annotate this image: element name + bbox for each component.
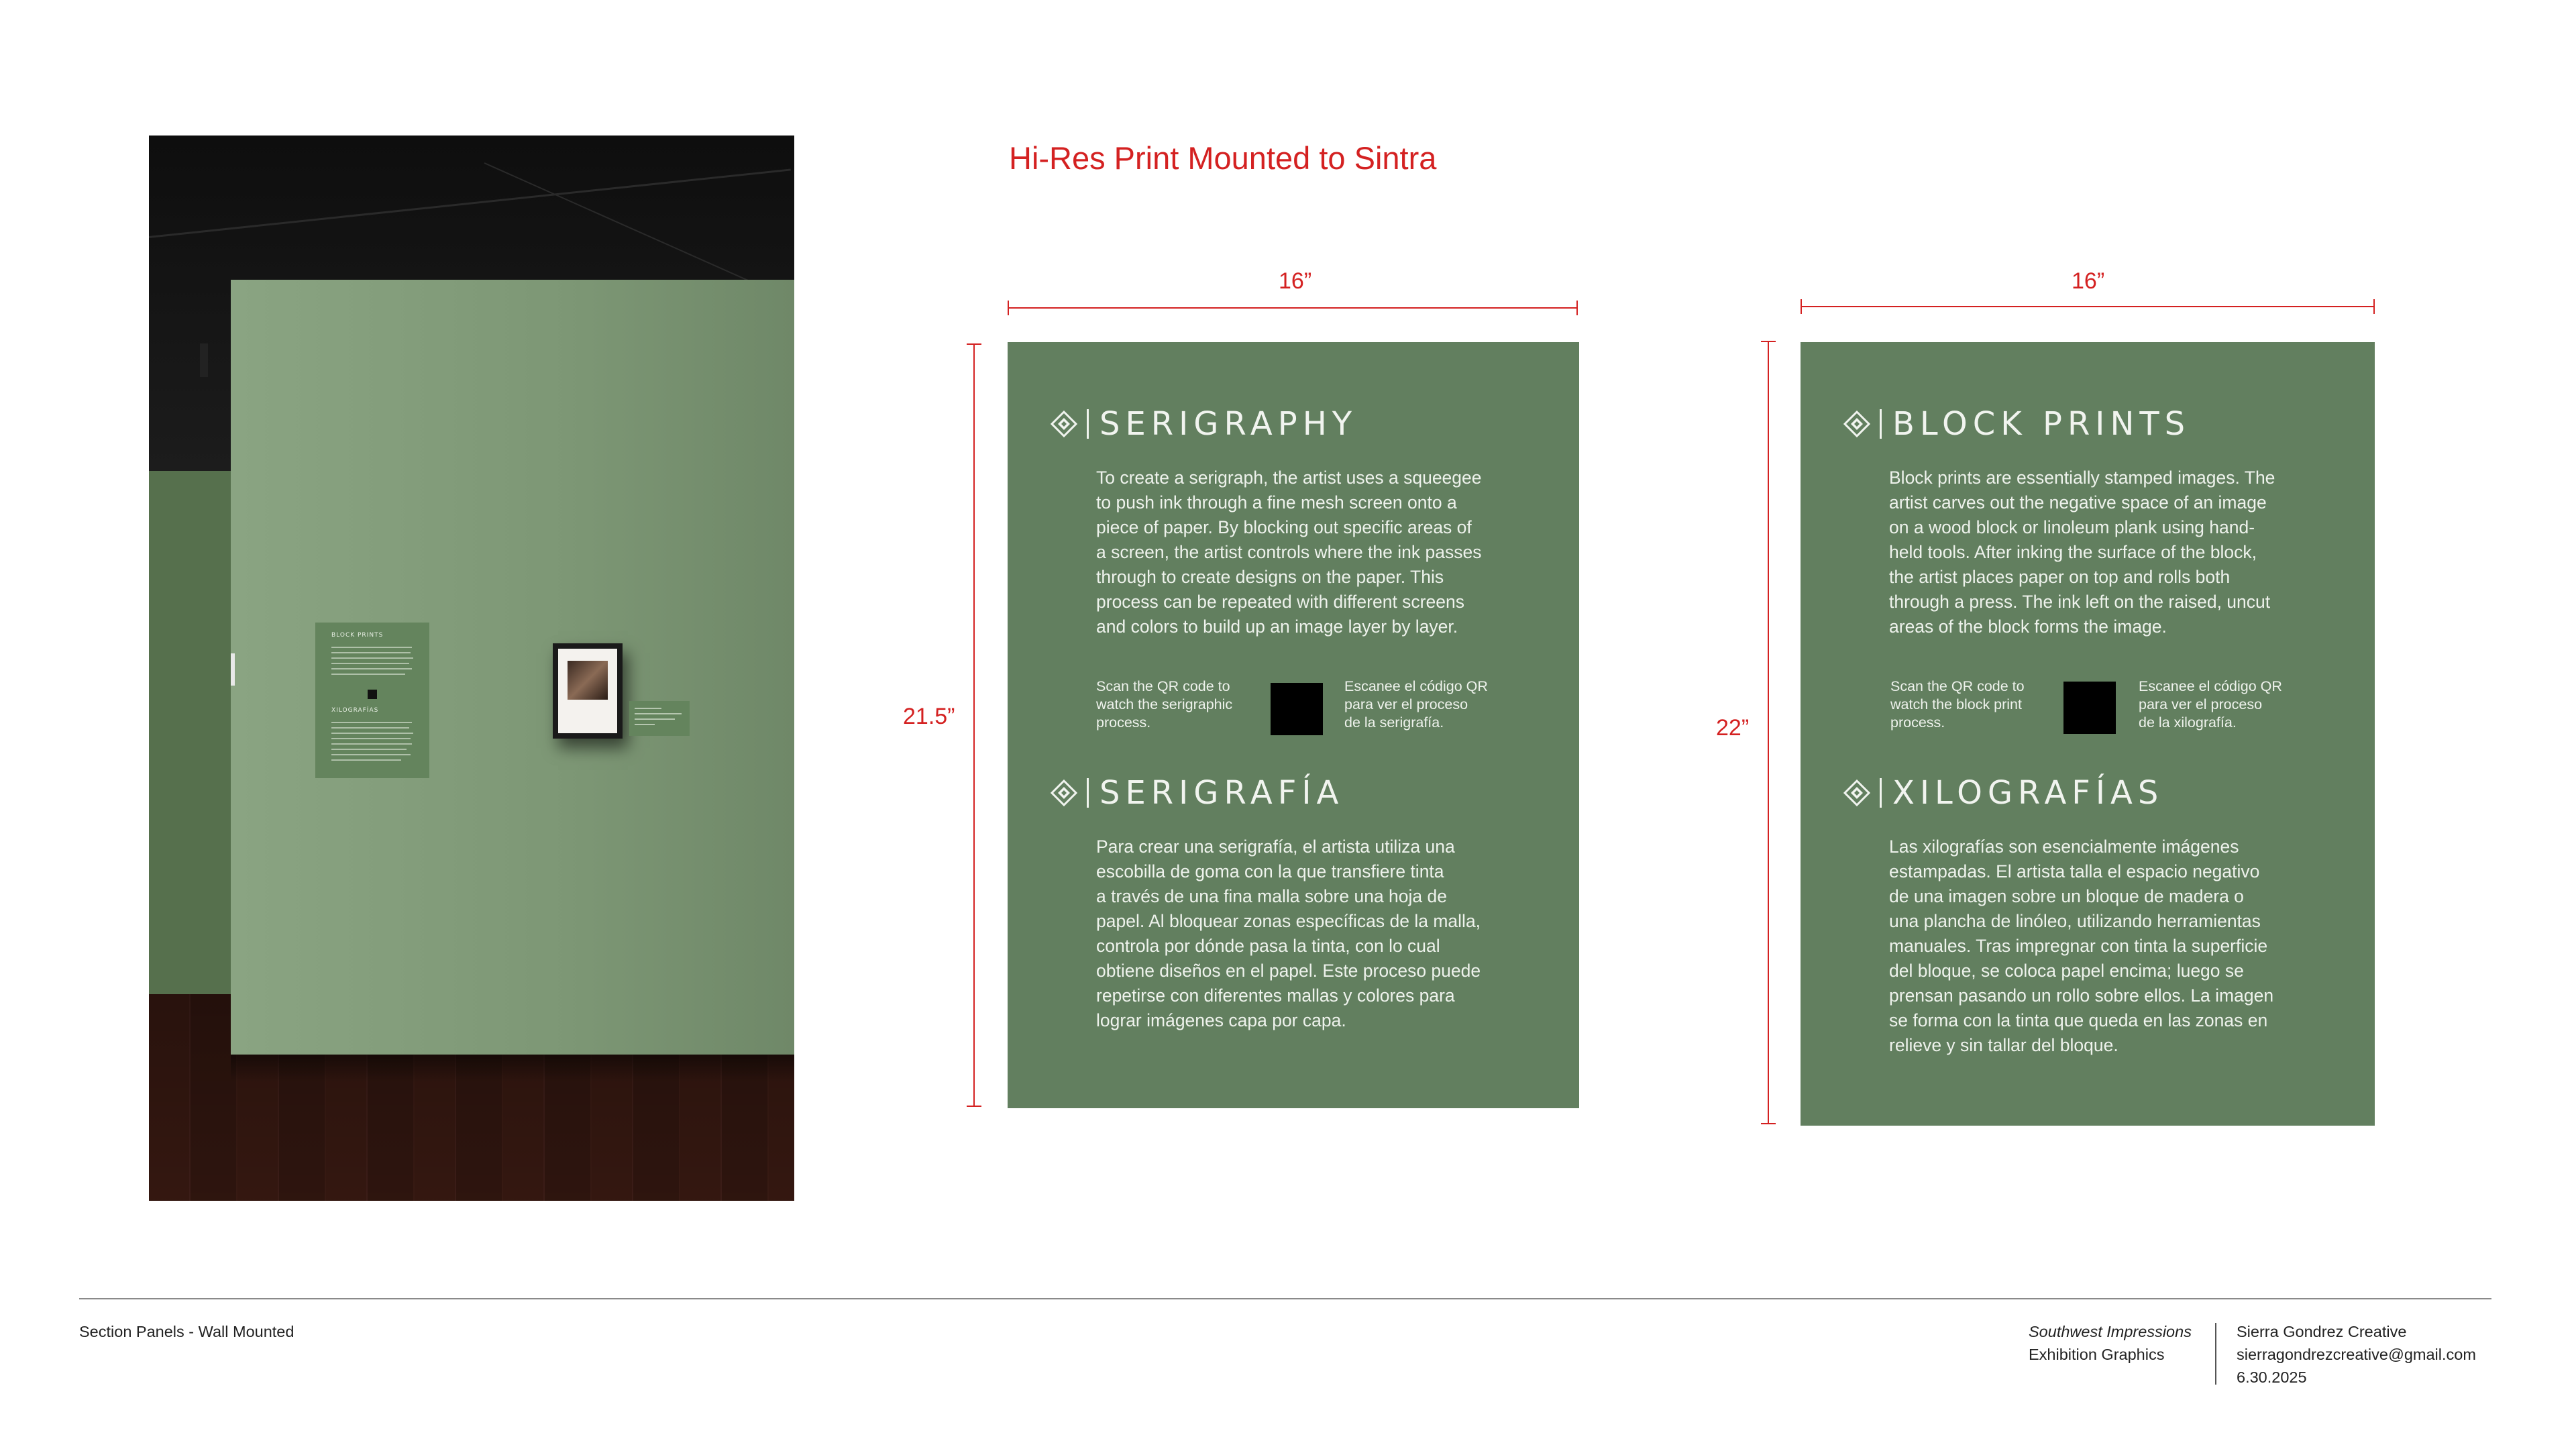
heading-text: XILOGRAFÍAS <box>1892 774 2164 812</box>
panel-1-height-label: 21.5” <box>903 704 955 729</box>
xilografias-body-es: Las xilografías son esencialmente imágenes estampadas. El artista talla el espacio negativo de una imagen sobre un bloque de madera o una plancha de linóleo, utilizando herramientas manuales. Tras impregnar con tinta la superficie del bloque, se coloca papel encima; luego se prensan pasando un rollo sobre ellos. La imagen se forma con la tinta que queda en las zonas en relieve y sin tallar del bloque. <box>1889 837 2274 1055</box>
serigraphy-panel <box>1008 342 1579 1108</box>
heading-divider <box>1880 778 1882 808</box>
diamond-motif-icon <box>1051 780 1077 806</box>
heading-divider <box>1087 409 1089 439</box>
studio-email: sierragondrezcreative@gmail.com <box>2237 1346 2476 1363</box>
serigraphy-heading <box>1051 405 1357 443</box>
project-name: Southwest Impressions <box>2029 1323 2192 1340</box>
panel-2-height-label: 22” <box>1716 715 1750 741</box>
serigrafia-heading <box>1051 774 1344 812</box>
block-prints-panel <box>1801 342 2375 1126</box>
panel-2-height-dimension <box>1768 341 1769 1124</box>
panel-2-width-dimension <box>1801 306 2375 307</box>
mini-panel-heading: BLOCK PRINTS <box>331 632 384 639</box>
wall-sign <box>231 653 235 686</box>
document-date: 6.30.2025 <box>2237 1368 2307 1386</box>
mini-panel-heading: XILOGRAFÍAS <box>331 707 379 714</box>
project-subtitle: Exhibition Graphics <box>2029 1346 2165 1363</box>
qr-caption-en: Scan the QR code to watch the block print process. <box>1890 678 2025 731</box>
panel-1-width-label: 16” <box>1279 268 1312 294</box>
heading-text: SERIGRAPHY <box>1099 405 1358 443</box>
mini-section-panel <box>315 623 429 778</box>
diamond-motif-icon <box>1843 411 1870 437</box>
mini-qr-code <box>368 690 377 699</box>
block-prints-heading <box>1843 405 2190 443</box>
heading-divider <box>1880 409 1882 439</box>
panel-1-height-dimension <box>973 343 975 1107</box>
qr-caption-es: Escanee el código QR para ver el proceso de la serigrafía. <box>1344 678 1488 731</box>
heading-text: SERIGRAFÍA <box>1099 774 1344 812</box>
page-title: Hi-Res Print Mounted to Sintra <box>1009 140 1437 176</box>
footer-rule <box>79 1298 2491 1299</box>
wall-shadow <box>231 1055 794 1081</box>
artwork-label <box>629 701 690 736</box>
side-wall <box>149 471 233 994</box>
qr-code <box>1271 683 1323 735</box>
qr-code <box>2063 682 2116 734</box>
gallery-render-image <box>149 136 794 1201</box>
artwork-image <box>568 661 608 700</box>
diamond-motif-icon <box>1051 411 1077 437</box>
panel-1-width-dimension <box>1008 307 1578 309</box>
heading-text: BLOCK PRINTS <box>1892 405 2191 443</box>
diamond-motif-icon <box>1843 780 1870 806</box>
studio-name: Sierra Gondrez Creative <box>2237 1323 2407 1340</box>
panel-2-width-label: 16” <box>2072 268 2105 294</box>
section-title: Section Panels - Wall Mounted <box>79 1323 294 1340</box>
footer-divider <box>2215 1323 2216 1385</box>
track-light-icon <box>200 343 208 377</box>
qr-caption-en: Scan the QR code to watch the serigraphic process. <box>1096 678 1233 731</box>
qr-caption-es: Escanee el código QR para ver el proceso de la xilografía. <box>2139 678 2282 731</box>
block-prints-body-en: Block prints are essentially stamped images. The artist carves out the negative space of an image on a wood block or linoleum plank using hand- held tools. After inking the surface of the block, the artist places paper on top and rolls both through a press. The ink left on the raised, uncut areas of the block forms the image. <box>1889 468 2275 637</box>
framed-artwork <box>553 643 623 739</box>
serigraphy-body-en: To create a serigraph, the artist uses a squeegee to push ink through a fine mesh screen onto a piece of paper. By blocking out specific areas of a screen, the artist controls where the ink passes through to create designs on the paper. This process can be repeated with different screens and colors to build up an image layer by layer. <box>1096 468 1482 637</box>
heading-divider <box>1087 778 1089 808</box>
xilografias-heading <box>1843 774 2163 812</box>
serigrafia-body-es: Para crear una serigrafía, el artista utiliza una escobilla de goma con la que transfiere tinta a través de una fina malla sobre una hoja de papel. Al bloquear zonas específicas de la malla, controla por dónde pasa la tinta, con lo cual obtiene diseños en el papel. Este proceso puede repetirse con diferentes mallas y colores para lograr imágenes capa por capa. <box>1096 837 1481 1030</box>
